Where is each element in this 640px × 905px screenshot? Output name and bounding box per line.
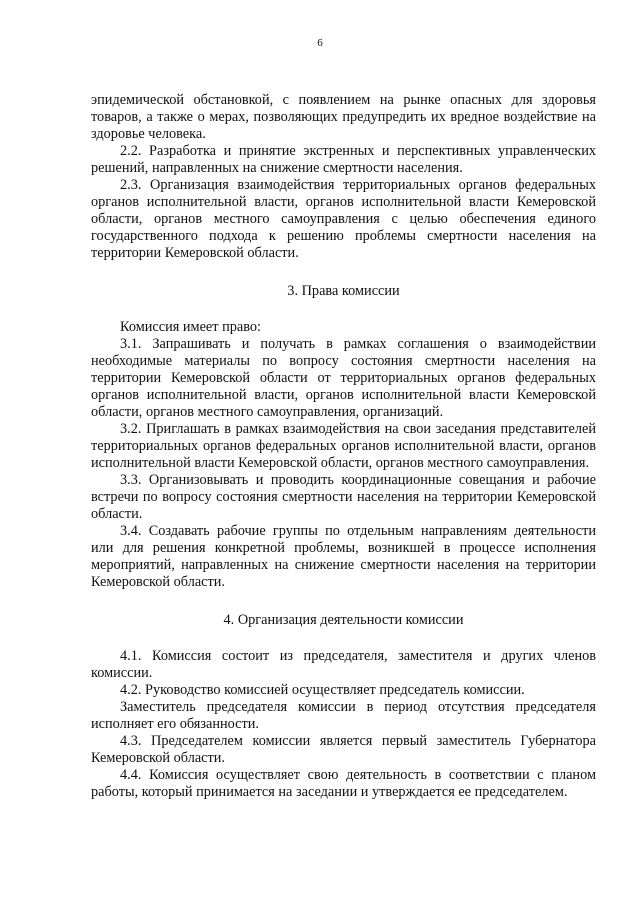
page-number: 6 xyxy=(317,37,323,49)
paragraph: Заместитель председателя комиссии в период отсутствия председателя исполняет его обязанности. xyxy=(91,699,596,732)
paragraph: 3.3. Организовывать и проводить координационные совещания и рабочие встречи по вопросу состояния смертности населения на территории Кемеровской области. xyxy=(91,472,596,522)
paragraph: 4.2. Руководство комиссией осуществляет председатель комиссии. xyxy=(120,682,525,698)
paragraph: 2.3. Организация взаимодействия территориальных органов федеральных органов исполнительной власти, органов исполнительной власти Кемеровской области, органов местного самоуправления с целью обеспечения единого государственного подхода к решению проблемы смертности населения на территории Кемеровской области. xyxy=(91,177,596,261)
paragraph: 3.2. Приглашать в рамках взаимодействия на свои заседания представителей территориальных органов федеральных органов исполнительной власти, органов исполнительной власти Кемеровской области, органов местного самоуправления. xyxy=(91,421,596,471)
section-heading: 3. Права комиссии xyxy=(287,283,400,299)
paragraph: эпидемической обстановкой, с появлением на рынке опасных для здоровья товаров, а также о мерах, позволяющих предупредить их вредное воздействие на здоровье человека. xyxy=(91,92,596,142)
paragraph: 4.4. Комиссия осуществляет свою деятельность в соответствии с планом работы, который принимается на заседании и утверждается ее председателем. xyxy=(91,767,596,800)
paragraph: 4.1. Комиссия состоит из председателя, заместителя и других членов комиссии. xyxy=(91,648,596,681)
section-heading: 4. Организация деятельности комиссии xyxy=(223,612,464,628)
document-body xyxy=(91,92,596,801)
paragraph: 4.3. Председателем комиссии является первый заместитель Губернатора Кемеровской области. xyxy=(91,733,596,766)
paragraph: 2.2. Разработка и принятие экстренных и перспективных управленческих решений, направленных на снижение смертности населения. xyxy=(91,143,596,176)
paragraph: 3.4. Создавать рабочие группы по отдельным направлениям деятельности или для решения конкретной проблемы, возникшей в процессе исполнения мероприятий, направленных на снижение смертности населения на территории Кемеровской области. xyxy=(91,523,596,590)
paragraph: 3.1. Запрашивать и получать в рамках соглашения о взаимодействии необходимые материалы по вопросу состояния смертности населения на территории Кемеровской области от территориальных органов федеральных органов исполнительной власти, органов исполнительной власти Кемеровской области, органов местного самоуправления, организаций. xyxy=(91,336,596,420)
paragraph: Комиссия имеет право: xyxy=(120,319,262,335)
